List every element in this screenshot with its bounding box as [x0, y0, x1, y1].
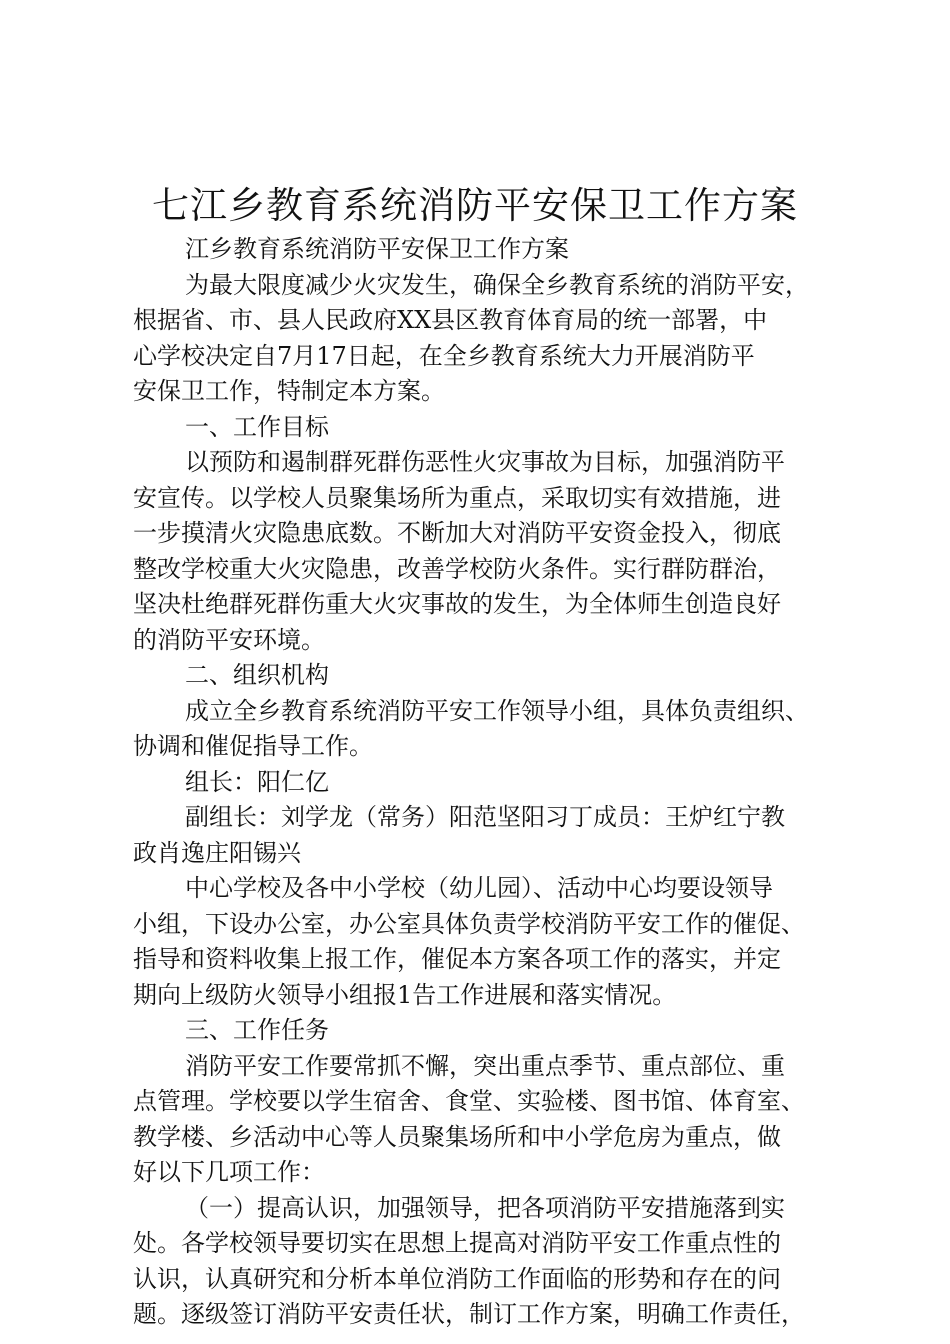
paragraph-line: 指导和资料收集上报工作，催促本方案各项工作的落实，并定	[133, 945, 781, 973]
paragraph-line: 政肖逸庄阳锡兴	[133, 838, 301, 867]
paragraph-line: 中心学校及各中小学校（幼儿园）、活动中心均要设领导	[185, 874, 773, 902]
subtitle-line: 江乡教育系统消防平安保卫工作方案	[185, 235, 569, 263]
paragraph-line: 副组长：刘学龙（常务）阳范坚阳习丁成员：王炉红宁教	[185, 803, 785, 831]
paragraph-line: 根据省、市、县人民政府XX县区教育体育局的统一部署，中	[133, 306, 768, 334]
paragraph-line: 消防平安工作要常抓不懈，突出重点季节、重点部位、重	[185, 1051, 785, 1080]
paragraph-line: 心学校决定自7月17日起，在全乡教育系统大力开展消防平	[133, 341, 755, 370]
paragraph-line: （一）提高认识，加强领导，把各项消防平安措施落到实	[185, 1193, 785, 1222]
paragraph-line: 处。各学校领导要切实在思想上提高对消防平安工作重点性的	[133, 1229, 781, 1257]
section-heading: 三、工作任务	[185, 1016, 329, 1044]
paragraph-line: 教学楼、乡活动中心等人员聚集场所和中小学危房为重点，做	[133, 1122, 781, 1151]
paragraph-line: 安宣传。以学校人员聚集场所为重点，采取切实有效措施，进	[133, 483, 781, 512]
paragraph-line: 点管理。学校要以学生宿舍、食堂、实验楼、图书馆、体育室、	[133, 1087, 805, 1115]
document-body	[133, 232, 853, 1333]
section-heading: 一、工作目标	[185, 412, 329, 441]
paragraph-line: 好以下几项工作：	[133, 1158, 325, 1186]
paragraph-line: 坚决杜绝群死群伤重大火灾事故的发生，为全体师生创造良好	[133, 590, 781, 618]
paragraph-line: 的消防平安环境。	[133, 625, 325, 654]
document-title: 七江乡教育系统消防平安保卫工作方案	[152, 184, 798, 227]
paragraph-line: 小组，下设办公室，办公室具体负责学校消防平安工作的催促、	[133, 909, 805, 938]
paragraph-line: 安保卫工作，特制定本方案。	[133, 377, 445, 405]
paragraph-line: 整改学校重大火灾隐患，改善学校防火条件。实行群防群治，	[133, 554, 781, 583]
paragraph-line: 题。逐级签订消防平安责任状，制订工作方案，明确工作责任，	[133, 1300, 805, 1328]
paragraph-line: 一步摸清火灾隐患底数。不断加大对消防平安资金投入，彻底	[133, 519, 781, 547]
paragraph-line: 期向上级防火领导小组报1告工作进展和落实情况。	[133, 980, 677, 1009]
section-heading: 二、组织机构	[185, 661, 329, 689]
paragraph-line: 成立全乡教育系统消防平安工作领导小组，具体负责组织、	[185, 696, 809, 725]
paragraph-line: 以预防和遏制群死群伤恶性火灾事故为目标，加强消防平	[185, 448, 785, 476]
paragraph-line: 协调和催促指导工作。	[133, 732, 373, 760]
paragraph-line: 认识，认真研究和分析本单位消防工作面临的形势和存在的问	[133, 1264, 781, 1293]
paragraph-line: 组长：阳仁亿	[185, 767, 329, 796]
paragraph-line: 为最大限度减少火灾发生，确保全乡教育系统的消防平安，	[185, 270, 809, 299]
